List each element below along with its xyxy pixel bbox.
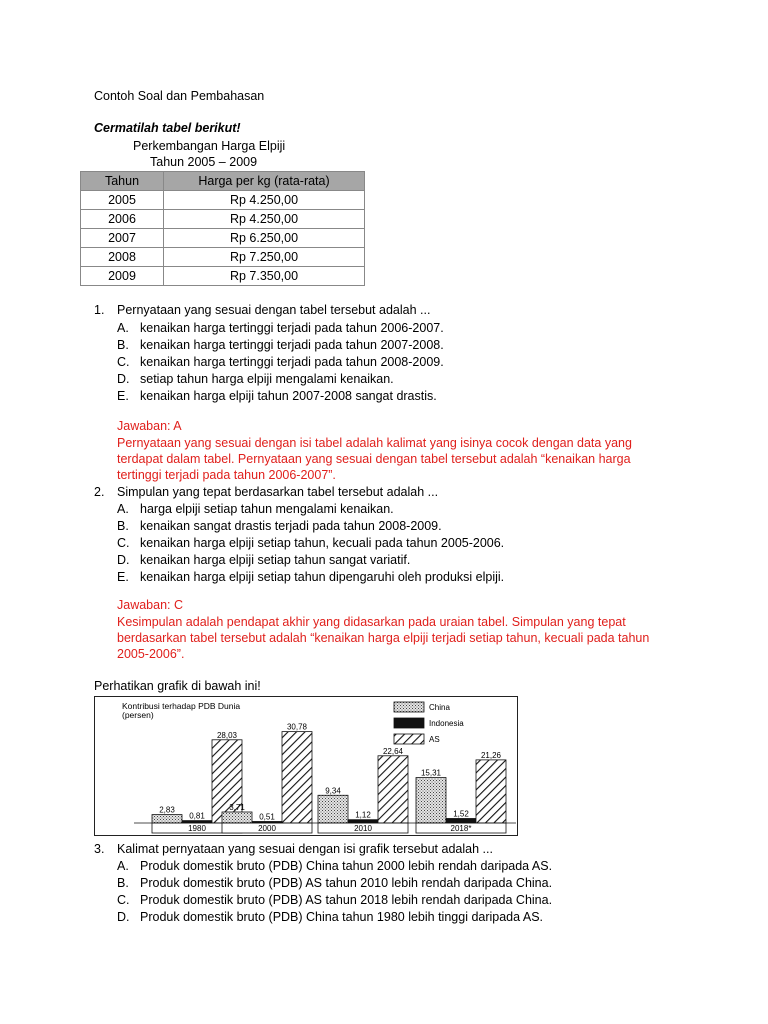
price-table bbox=[80, 171, 365, 286]
legend-label-china: China bbox=[429, 703, 450, 712]
bar-china-2018* bbox=[416, 778, 446, 823]
option-text: kenaikan harga tertinggi terjadi pada tahun 2008-2009. bbox=[140, 355, 444, 369]
question-3-number: 3. bbox=[94, 842, 105, 856]
answer-2: Jawaban: C bbox=[117, 598, 184, 612]
legend-swatch-as bbox=[394, 734, 424, 744]
option-letter: B. bbox=[117, 519, 129, 533]
bar-china-2000 bbox=[222, 812, 252, 823]
bar-label-china-1980: 2,83 bbox=[159, 805, 175, 815]
option-letter: A. bbox=[117, 859, 129, 873]
option-letter: D. bbox=[117, 910, 130, 924]
table-row bbox=[81, 210, 365, 229]
bar-label-as-2010: 22,64 bbox=[382, 746, 404, 756]
table-cell-price: Rp 4.250,00 bbox=[164, 210, 365, 229]
bar-label-as-1980: 28,03 bbox=[216, 730, 238, 740]
chart-title: Kontribusi terhadap PDB Dunia bbox=[122, 701, 241, 711]
option-text: setiap tahun harga elpiji mengalami kenaikan. bbox=[140, 372, 394, 386]
table-header-cell: Tahun bbox=[81, 172, 164, 191]
option-letter: E. bbox=[117, 570, 129, 584]
table-caption-title: Perkembangan Harga Elpiji bbox=[133, 139, 286, 153]
bar-label-china-2010: 9,34 bbox=[325, 786, 341, 796]
table-cell-price: Rp 4.250,00 bbox=[164, 191, 365, 210]
option-letter: A. bbox=[117, 502, 129, 516]
bar-label-china-2018*: 15,31 bbox=[420, 768, 442, 778]
option-text: kenaikan harga tertinggi terjadi pada tahun 2006-2007. bbox=[140, 321, 444, 335]
option-letter: A. bbox=[117, 321, 129, 335]
option-text: Produk domestik bruto (PDB) China tahun 2000 lebih rendah daripada AS. bbox=[140, 859, 553, 873]
category-label-2018*: 2018* bbox=[450, 824, 472, 833]
bar-label-as-2018*: 21,26 bbox=[480, 750, 502, 760]
bar-as-2010 bbox=[378, 756, 408, 823]
category-label-2000: 2000 bbox=[258, 824, 276, 833]
explanation-1-line: tertinggi terjadi pada tahun 2006-2007”. bbox=[117, 468, 336, 482]
explanation-2-line: Kesimpulan adalah pendapat akhir yang didasarkan pada uraian tabel. Simpulan yang tepat bbox=[117, 615, 626, 629]
question-1-number: 1. bbox=[94, 303, 105, 317]
bar-as-2018* bbox=[476, 760, 506, 823]
question-1-text: Pernyataan yang sesuai dengan tabel tersebut adalah ... bbox=[117, 303, 431, 317]
explanation-1-line: Pernyataan yang sesuai dengan isi tabel adalah kalimat yang isinya cocok dengan data yang bbox=[117, 436, 632, 450]
table-row bbox=[81, 229, 365, 248]
option-text: kenaikan harga elpiji setiap tahun, kecuali pada tahun 2005-2006. bbox=[140, 536, 505, 550]
table-cell-price: Rp 6.250,00 bbox=[164, 229, 365, 248]
table-cell-year: 2005 bbox=[81, 191, 164, 210]
option-text: kenaikan sangat drastis terjadi pada tahun 2008-2009. bbox=[140, 519, 442, 533]
option-letter: B. bbox=[117, 338, 129, 352]
option-text: kenaikan harga elpiji setiap tahun sangat variatif. bbox=[140, 553, 411, 567]
bar-indonesia-2018* bbox=[446, 818, 476, 823]
option-text: Produk domestik bruto (PDB) China tahun 1980 lebih tinggi daripada AS. bbox=[140, 910, 544, 924]
option-letter: C. bbox=[117, 893, 130, 907]
bar-label-as-2000: 30,78 bbox=[286, 722, 308, 732]
table-header-cell: Harga per kg (rata-rata) bbox=[164, 172, 365, 191]
bar-label-china-2000: 3,71 bbox=[229, 802, 245, 812]
table-row bbox=[81, 267, 365, 286]
bar-as-2000 bbox=[282, 732, 312, 823]
chart-subtitle: (persen) bbox=[122, 710, 154, 720]
table-cell-year: 2009 bbox=[81, 267, 164, 286]
page-title: Contoh Soal dan Pembahasan bbox=[94, 89, 265, 103]
category-label-1980: 1980 bbox=[188, 824, 206, 833]
question-3-text: Kalimat pernyataan yang sesuai dengan isi grafik tersebut adalah ... bbox=[117, 842, 493, 856]
table-row bbox=[81, 248, 365, 267]
chart-x-axis bbox=[134, 823, 516, 833]
bar-china-2010 bbox=[318, 795, 348, 823]
table-cell-price: Rp 7.250,00 bbox=[164, 248, 365, 267]
bar-indonesia-2010 bbox=[348, 820, 378, 823]
instruction-chart: Perhatikan grafik di bawah ini! bbox=[94, 679, 261, 693]
bar-china-1980 bbox=[152, 815, 182, 823]
question-2-text: Simpulan yang tepat berdasarkan tabel tersebut adalah ... bbox=[117, 485, 439, 499]
bar-label-indonesia-2018*: 1,52 bbox=[453, 809, 469, 819]
option-letter: C. bbox=[117, 355, 130, 369]
gdp-bar-chart bbox=[94, 696, 518, 836]
question-2-number: 2. bbox=[94, 485, 105, 499]
option-text: kenaikan harga elpiji setiap tahun dipengaruhi oleh produksi elpiji. bbox=[140, 570, 505, 584]
explanation-2-line: berdasarkan tabel tersebut adalah “kenaikan harga elpiji terjadi setiap tahun, kecuali pada tahun bbox=[117, 631, 650, 645]
instruction-table: Cermatilah tabel berikut! bbox=[94, 121, 241, 135]
option-letter: D. bbox=[117, 553, 130, 567]
bar-label-indonesia-2000: 0,51 bbox=[259, 812, 275, 822]
option-letter: D. bbox=[117, 372, 130, 386]
legend-label-indonesia: Indonesia bbox=[429, 719, 464, 728]
table-cell-price: Rp 7.350,00 bbox=[164, 267, 365, 286]
option-text: harga elpiji setiap tahun mengalami kenaikan. bbox=[140, 502, 394, 516]
table-cell-year: 2007 bbox=[81, 229, 164, 248]
legend-label-as: AS bbox=[429, 735, 440, 744]
option-letter: B. bbox=[117, 876, 129, 890]
table-header-row bbox=[81, 172, 365, 191]
option-text: Produk domestik bruto (PDB) AS tahun 2010 lebih rendah daripada China. bbox=[140, 876, 553, 890]
explanation-1-line: terdapat dalam tabel. Pernyataan yang sesuai dengan tabel tersebut adalah “kenaikan harga bbox=[117, 452, 631, 466]
option-text: Produk domestik bruto (PDB) AS tahun 2018 lebih rendah daripada China. bbox=[140, 893, 553, 907]
table-row bbox=[81, 191, 365, 210]
option-letter: C. bbox=[117, 536, 130, 550]
bar-label-indonesia-1980: 0,81 bbox=[189, 811, 205, 821]
legend-swatch-indonesia bbox=[394, 718, 424, 728]
option-text: kenaikan harga tertinggi terjadi pada tahun 2007-2008. bbox=[140, 338, 444, 352]
table-cell-year: 2006 bbox=[81, 210, 164, 229]
legend-swatch-china bbox=[394, 702, 424, 712]
answer-1: Jawaban: A bbox=[117, 419, 182, 433]
option-text: kenaikan harga elpiji tahun 2007-2008 sangat drastis. bbox=[140, 389, 437, 403]
category-label-2010: 2010 bbox=[354, 824, 372, 833]
bar-label-indonesia-2010: 1,12 bbox=[355, 810, 371, 820]
option-letter: E. bbox=[117, 389, 129, 403]
explanation-2-line: 2005-2006”. bbox=[117, 647, 185, 661]
table-cell-year: 2008 bbox=[81, 248, 164, 267]
table-caption-years: Tahun 2005 – 2009 bbox=[150, 155, 258, 169]
